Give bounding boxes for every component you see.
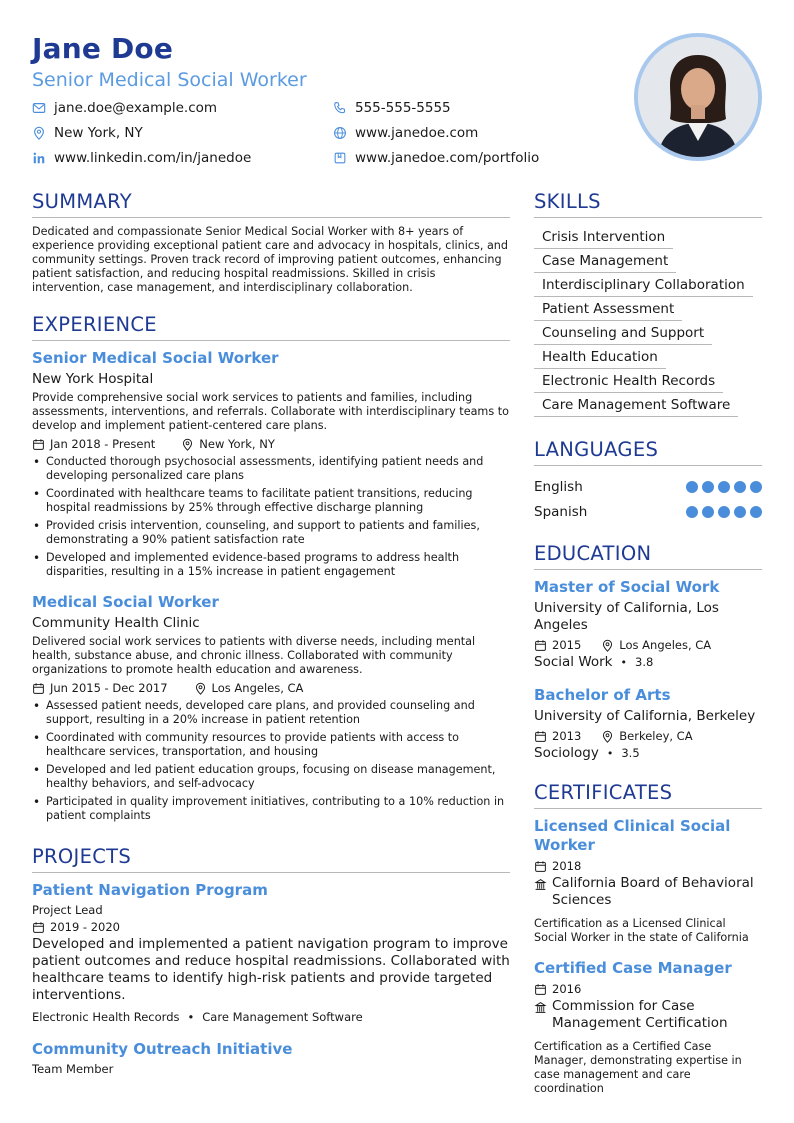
project-tag: Electronic Health Records: [32, 1010, 180, 1024]
skill-item: Electronic Health Records: [534, 371, 723, 393]
certificates-heading: CERTIFICATES: [534, 781, 762, 809]
email-text: jane.doe@example.com: [54, 100, 218, 116]
certificate-issuer: California Board of Behavioral Sciences: [552, 875, 754, 908]
skill-item: Health Education: [534, 347, 666, 369]
certificate-issuer: Commission for Case Management Certification: [552, 998, 728, 1031]
location-pin-icon: [181, 438, 194, 451]
certificate-title: Certified Case Manager: [534, 959, 732, 977]
experience-entry: [32, 349, 510, 579]
certificate-description: Certification as a Certified Case Manager, demonstrating expertise in case management and care coordination: [534, 1040, 742, 1095]
skills-list: [534, 226, 762, 418]
education-entry: [534, 578, 762, 670]
certificate-description: Certification as a Licensed Clinical Social Worker in the state of California: [534, 917, 749, 944]
contact-linkedin[interactable]: [32, 150, 251, 166]
calendar-icon: [534, 983, 547, 996]
education-field-row: Social Work • 3.8: [534, 654, 654, 670]
bullet-item: • Assessed patient needs, developed care plans, and provided counseling and support, resulting in a 20% increase in patient retention: [32, 699, 510, 727]
calendar-icon: [534, 639, 547, 652]
project-entry: [32, 1040, 510, 1076]
language-level-dot: [750, 481, 762, 493]
certificate-meta: [534, 982, 762, 996]
job-company: Community Health Clinic: [32, 615, 200, 631]
skill-item: Patient Assessment: [534, 299, 682, 321]
job-dates: Jun 2015 - Dec 2017: [50, 681, 168, 695]
project-dates: 2019 - 2020: [50, 920, 120, 934]
certificate-entry: [534, 817, 762, 945]
languages-heading: LANGUAGES: [534, 438, 762, 466]
left-column: [32, 190, 510, 1076]
right-column: [534, 190, 762, 1096]
skill-item: Counseling and Support: [534, 323, 712, 345]
education-gpa: 3.5: [621, 746, 640, 760]
job-description: Provide comprehensive social work services to patients and families, including assessments, interventions, and referrals. Collaborate with interdisciplinary teams to develop and implement patient-centered care plans.: [32, 391, 509, 432]
education-degree: Bachelor of Arts: [534, 686, 671, 704]
education-meta: [534, 729, 762, 743]
language-level-dot: [718, 481, 730, 493]
building-icon: [534, 878, 547, 891]
phone-icon: [333, 101, 347, 115]
job-bullets: [32, 455, 510, 579]
bullet-item: • Conducted thorough psychosocial assessments, identifying patient needs and developing personalized care plans: [32, 455, 510, 483]
project-entry: [32, 881, 510, 1024]
education-field: Sociology: [534, 745, 599, 761]
education-heading: EDUCATION: [534, 542, 762, 570]
projects-heading: PROJECTS: [32, 845, 510, 873]
bullet-item: • Developed and led patient education groups, focusing on disease management, healthy behaviors, and self-advocacy: [32, 763, 510, 791]
language-level-dots: [686, 481, 762, 493]
location-pin-icon: [194, 682, 207, 695]
certificate-meta: [534, 859, 762, 873]
bullet-item: • Participated in quality improvement initiatives, contributing to a 10% reduction in patient complaints: [32, 795, 510, 823]
job-title: Senior Medical Social Worker: [32, 349, 279, 367]
location-pin-icon: [601, 639, 614, 652]
education-field: Social Work: [534, 654, 613, 670]
certificate-entry: [534, 959, 762, 1096]
language-level-dot: [734, 481, 746, 493]
certificate-issuer-row: [534, 875, 762, 909]
language-level-dot: [734, 506, 746, 518]
candidate-title: Senior Medical Social Worker: [32, 69, 307, 91]
globe-icon: [333, 126, 347, 140]
calendar-icon: [534, 730, 547, 743]
project-title: Community Outreach Initiative: [32, 1040, 293, 1058]
job-location: New York, NY: [199, 437, 275, 451]
calendar-icon: [32, 438, 45, 451]
education-location: Los Angeles, CA: [619, 638, 712, 652]
project-description: Developed and implemented a patient navigation program to improve patient outcomes and reduce hospital readmissions. Collaborated with healthcare teams to identify high-risk patients and provide targeted interventions.: [32, 936, 510, 1003]
job-bullets: [32, 699, 510, 823]
language-level-dot: [686, 506, 698, 518]
project-tag: Care Management Software: [202, 1010, 363, 1024]
website-text: www.janedoe.com: [355, 125, 479, 141]
project-meta: [32, 920, 510, 934]
language-level-dot: [702, 506, 714, 518]
project-title: Patient Navigation Program: [32, 881, 268, 899]
job-meta: [32, 681, 510, 695]
experience-heading: EXPERIENCE: [32, 313, 510, 341]
education-entry: [534, 686, 762, 761]
linkedin-text: www.linkedin.com/in/janedoe: [54, 150, 252, 166]
linkedin-icon: [32, 151, 46, 165]
phone-text: 555-555-5555: [355, 100, 451, 116]
language-row: [534, 499, 762, 524]
education-degree: Master of Social Work: [534, 578, 720, 596]
contact-portfolio[interactable]: [333, 150, 539, 166]
bullet-item: • Developed and implemented evidence-based programs to address health disparities, resulting in a 15% increase in patient engagement: [32, 551, 510, 579]
calendar-icon: [32, 921, 45, 934]
education-year: 2013: [552, 729, 582, 743]
language-name: English: [534, 478, 583, 495]
language-level-dot: [718, 506, 730, 518]
languages-list: [534, 474, 762, 524]
job-company: New York Hospital: [32, 371, 154, 387]
skills-heading: SKILLS: [534, 190, 762, 218]
profile-photo: [634, 33, 762, 161]
skill-item: Care Management Software: [534, 395, 738, 417]
portfolio-icon: [333, 151, 347, 165]
language-level-dot: [750, 506, 762, 518]
location-pin-icon: [601, 730, 614, 743]
certificate-title: Licensed Clinical Social Worker: [534, 817, 731, 854]
mail-icon: [32, 101, 46, 115]
calendar-icon: [32, 682, 45, 695]
location-text: New York, NY: [54, 125, 143, 141]
contact-phone[interactable]: [333, 100, 451, 116]
education-gpa: 3.8: [635, 655, 654, 669]
candidate-name: Jane Doe: [32, 32, 174, 65]
language-level-dot: [686, 481, 698, 493]
job-description: Delivered social work services to patients with diverse needs, including mental health, substance abuse, and chronic illness. Collaborated with community organizations to promote health education and awareness.: [32, 635, 476, 676]
certificate-year: 2016: [552, 982, 582, 996]
bullet-item: • Coordinated with community resources to provide patients with access to healthcare services, transportation, and housing: [32, 731, 510, 759]
skill-item: Case Management: [534, 251, 676, 273]
language-row: [534, 474, 762, 499]
portfolio-text: www.janedoe.com/portfolio: [355, 150, 540, 166]
location-pin-icon: [32, 126, 46, 140]
summary-heading: SUMMARY: [32, 190, 510, 218]
project-tags: Electronic Health Records • Care Management Software: [32, 1010, 363, 1024]
project-role: Team Member: [32, 1062, 114, 1076]
education-location: Berkeley, CA: [619, 729, 693, 743]
summary-text: Dedicated and compassionate Senior Medical Social Worker with 8+ years of experience providing exceptional patient care and advocacy in hospitals, clinics, and community settings. Proven track record of improving patient outcomes, enhancing patient satisfaction, and reducing hospital readmissions. Skilled in crisis intervention, case management, and interdisciplinary collaboration.: [32, 225, 508, 294]
job-dates: Jan 2018 - Present: [50, 437, 156, 451]
job-meta: [32, 437, 510, 451]
skill-item: Interdisciplinary Collaboration: [534, 275, 753, 297]
project-role: Project Lead: [32, 903, 103, 917]
education-meta: [534, 638, 762, 652]
job-location: Los Angeles, CA: [211, 681, 304, 695]
contact-location: [32, 125, 143, 141]
bullet-item: • Coordinated with healthcare teams to facilitate patient transitions, reducing hospital readmissions by 25% through effective discharge planning: [32, 487, 510, 515]
contact-website[interactable]: [333, 125, 478, 141]
certificate-year: 2018: [552, 859, 582, 873]
experience-entry: [32, 593, 510, 823]
job-title: Medical Social Worker: [32, 593, 219, 611]
contact-email[interactable]: [32, 100, 217, 116]
language-level-dot: [702, 481, 714, 493]
calendar-icon: [534, 860, 547, 873]
education-field-row: Sociology • 3.5: [534, 745, 640, 761]
skill-item: Crisis Intervention: [534, 227, 673, 249]
education-year: 2015: [552, 638, 582, 652]
bullet-item: • Provided crisis intervention, counseling, and support to patients and families, demonstrating a 90% patient satisfaction rate: [32, 519, 510, 547]
education-school: University of California, Berkeley: [534, 708, 756, 724]
education-school: University of California, Los Angeles: [534, 600, 719, 633]
language-level-dots: [686, 506, 762, 518]
certificate-issuer-row: [534, 998, 762, 1032]
language-name: Spanish: [534, 503, 588, 520]
building-icon: [534, 1001, 547, 1014]
